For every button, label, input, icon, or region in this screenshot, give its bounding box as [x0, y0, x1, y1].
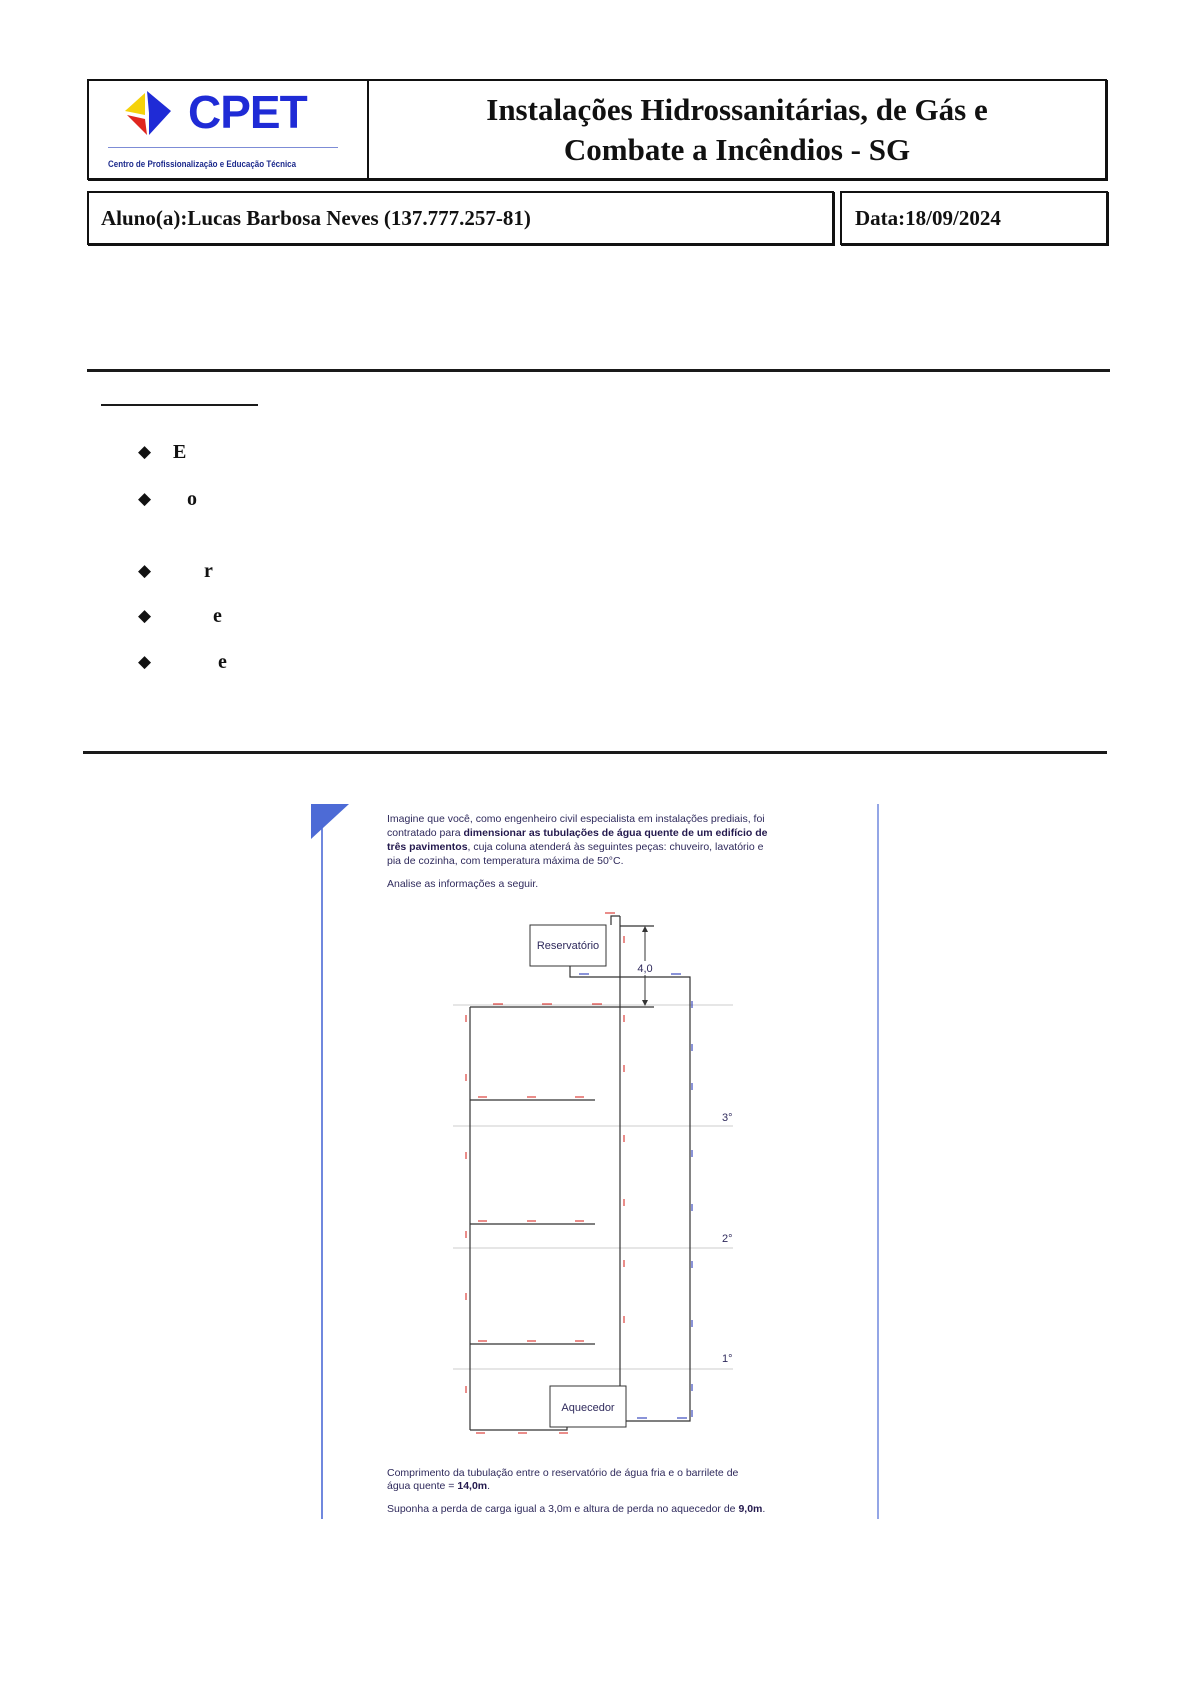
student-box	[87, 191, 834, 245]
note-text: Comprimento da tubulação entre o reservatório de água fria e o barrilete de	[387, 1467, 739, 1479]
note-emphasis: 14,0m	[457, 1480, 488, 1492]
intro-emphasis: dimensionar as tubulações de água quente de um edifício de	[463, 827, 768, 839]
date-label: Data:18/09/2024	[855, 205, 1001, 230]
bullet-item	[138, 487, 238, 511]
bullet-text: r	[204, 560, 213, 582]
header-box	[87, 79, 1107, 180]
course-title	[369, 81, 1105, 178]
logo-text: CPET	[188, 86, 307, 138]
intro-line-1	[387, 812, 765, 826]
horizontal-rule-top	[87, 369, 1110, 372]
course-title-line-2: Combate a Incêndios - SG	[563, 131, 911, 167]
note-emphasis: 9,0m	[738, 1503, 763, 1515]
diamond-bullet-icon: ◆	[138, 606, 152, 626]
note-text: .	[487, 1480, 491, 1492]
note-line-1	[387, 1466, 738, 1480]
logo-cell	[89, 81, 369, 178]
date-box	[840, 191, 1108, 245]
instruction-line	[387, 877, 538, 891]
intro-line-4	[387, 854, 623, 868]
floor-level-lines	[453, 1005, 733, 1369]
bullet-text: e	[213, 605, 222, 627]
bullet-item	[138, 559, 238, 583]
bullet-item	[138, 650, 238, 674]
intro-text: Imagine que você, como engenheiro civil especialista em instalações prediais, foi	[387, 813, 765, 825]
bullet-item	[138, 440, 238, 464]
dimension-arrow	[635, 926, 655, 1006]
bullet-text: e	[218, 651, 227, 673]
horizontal-rule-bottom	[83, 751, 1107, 754]
section-underline	[101, 404, 258, 406]
diamond-bullet-icon: ◆	[138, 489, 152, 509]
reservoir-top-stub	[611, 916, 620, 925]
intro-emphasis: três pavimentos	[387, 841, 468, 853]
diamond-bullet-icon: ◆	[138, 442, 152, 462]
corner-flag-icon	[311, 804, 349, 839]
intro-line-3	[387, 840, 763, 854]
reservoir-label: Reservatório	[536, 940, 600, 952]
height-label: 4,0	[637, 963, 653, 975]
intro-text: pia de cozinha, com temperatura máxima de 50°C.	[387, 855, 624, 867]
cpet-logo-diamond-icon	[123, 91, 173, 137]
note-text: .	[762, 1503, 766, 1515]
diamond-bullet-icon: ◆	[138, 652, 152, 672]
cold-water-pipe	[570, 966, 690, 1421]
note-text: água quente =	[387, 1480, 458, 1492]
student-label: Aluno(a):Lucas Barbosa Neves (137.777.257-81)	[101, 205, 531, 230]
floor-label-2: 2°	[722, 1233, 733, 1245]
course-title-line-1: Instalações Hidrossanitárias, de Gás e	[486, 91, 988, 127]
intro-line-2	[387, 826, 767, 840]
flow-direction-marks	[466, 913, 692, 1433]
bullet-text: E	[173, 441, 187, 463]
diamond-bullet-icon: ◆	[138, 561, 152, 581]
pipes	[470, 916, 690, 1430]
bullet-item	[138, 604, 238, 628]
floor-label-1: 1°	[722, 1353, 733, 1365]
bullet-text: o	[187, 488, 197, 510]
logo-divider	[108, 147, 338, 148]
intro-text: , cuja coluna atenderá às seguintes peças: chuveiro, lavatório e	[467, 841, 764, 853]
intro-text: contratado para	[387, 827, 464, 839]
heater-label: Aquecedor	[561, 1402, 615, 1414]
hot-water-riser-diagram	[309, 801, 879, 1519]
arrowhead-up-icon	[642, 926, 648, 932]
logo-subtitle: Centro de Profissionalização e Educação Técnica	[108, 159, 297, 170]
note-line-3	[387, 1502, 765, 1516]
problem-figure	[309, 801, 879, 1519]
note-line-2	[387, 1479, 490, 1493]
floor-label-3: 3°	[722, 1112, 733, 1124]
note-text: Suponha a perda de carga igual a 3,0m e altura de perda no aquecedor de	[387, 1503, 739, 1515]
instruction-text: Analise as informações a seguir.	[387, 878, 539, 890]
